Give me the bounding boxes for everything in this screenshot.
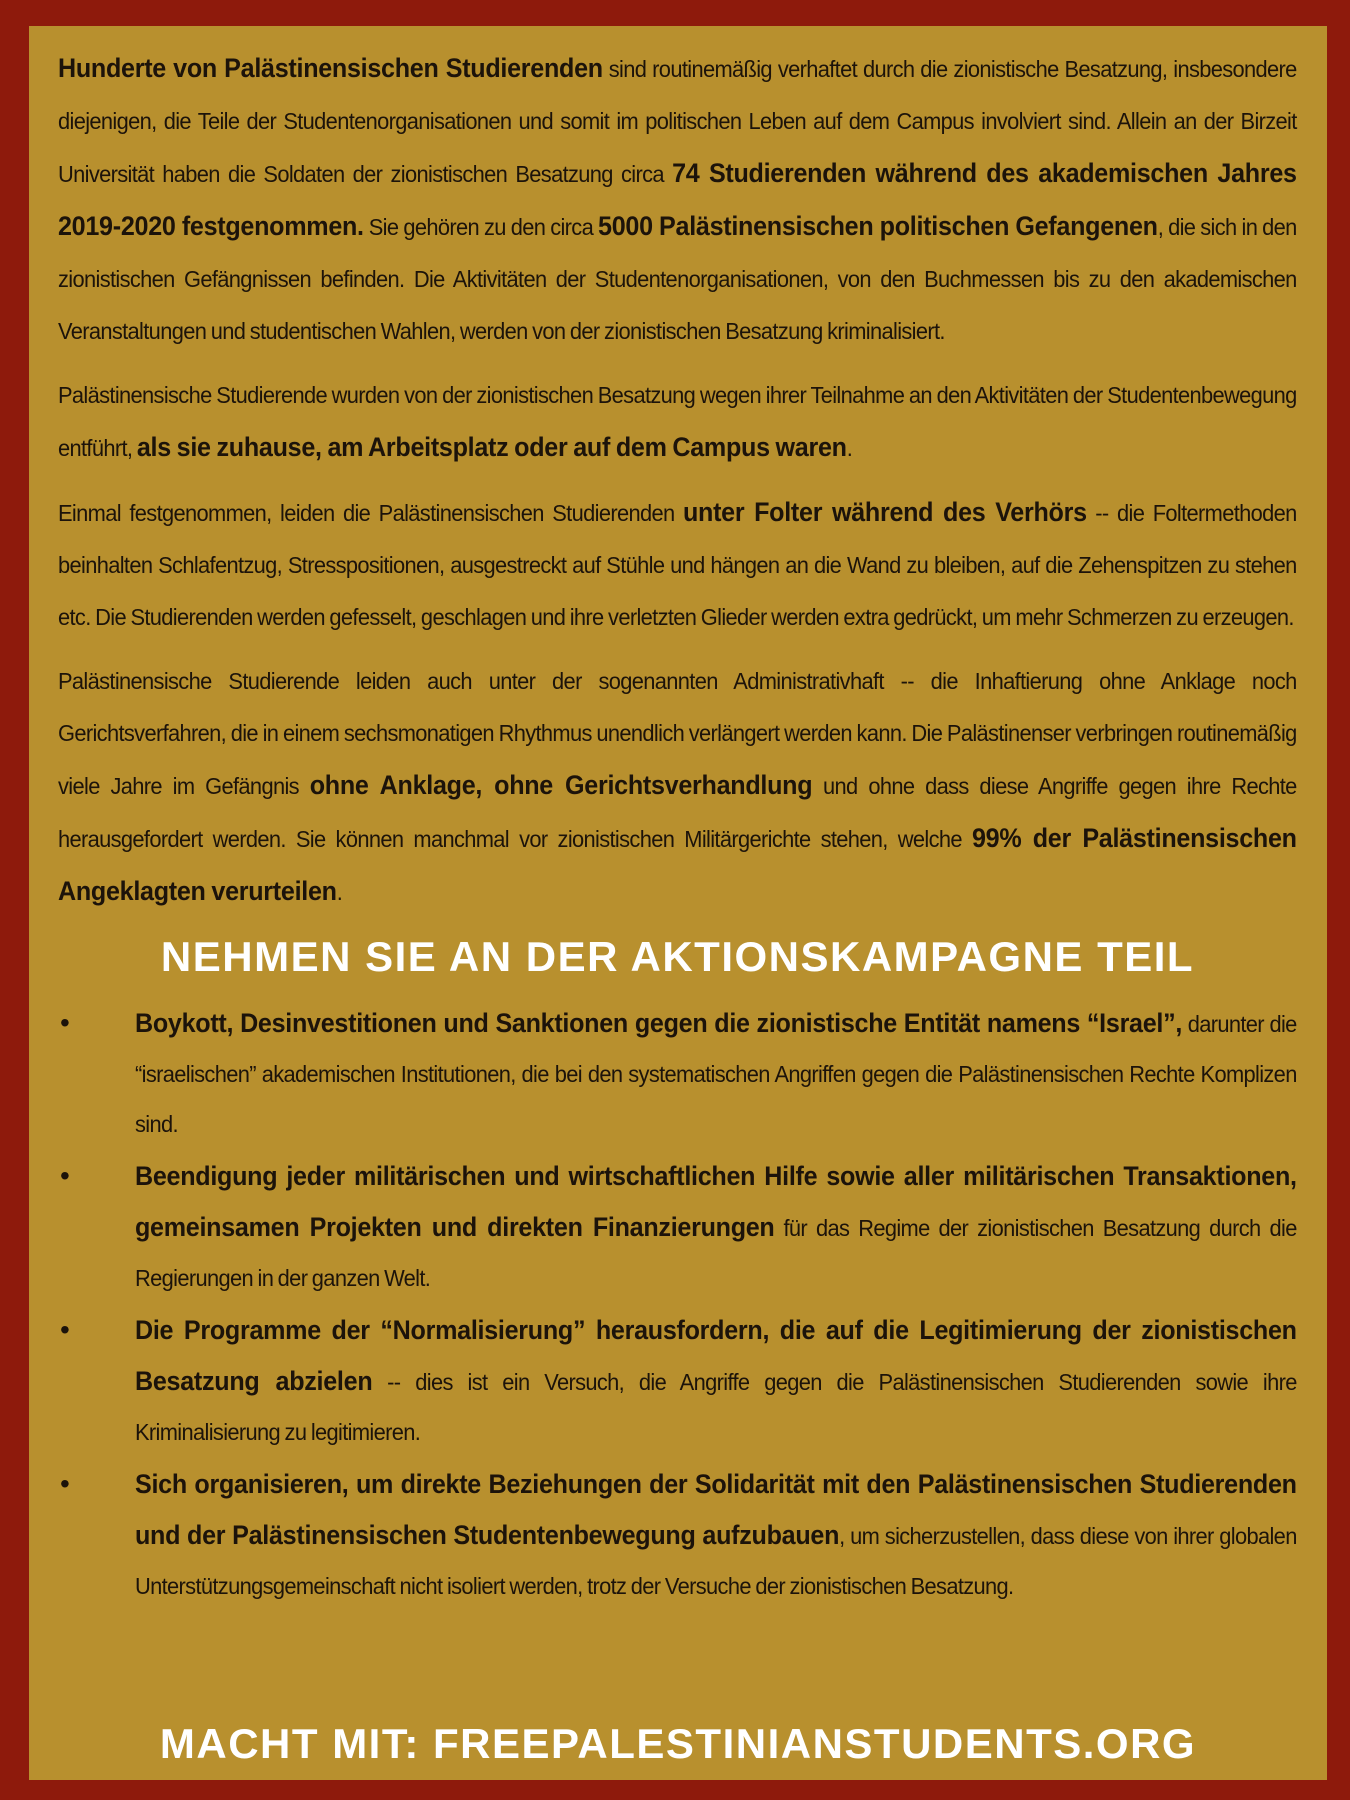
emphasis: Sich organisieren, um direkte Beziehungen der Solidarität mit den Palästinensischen Studierenden und der Palästinensischen Studentenbewegung aufzubauen: [135, 1469, 1297, 1550]
emphasis: als sie zuhause, am Arbeitsplatz oder auf dem Campus waren: [136, 432, 847, 462]
bullet-icon: •: [60, 1314, 70, 1345]
text-run: .: [336, 879, 343, 905]
action-text: [135, 1151, 1297, 1303]
action-item-bds: [58, 998, 1297, 1149]
text-run: Sie gehören zu den circa: [363, 214, 599, 240]
action-item-end-aid: [58, 1151, 1297, 1303]
text-run: , um sicherzustellen, dass diese von ihrer globalen Unterstützungsgemeinschaft nicht isoliert werden, trotz der Versuche der zionistischen Besatzung.: [135, 1523, 1297, 1599]
text-run: Palästinensische Studierende leiden auch unter der sogenannten Administrativhaft -- die Inhaftierung ohne Anklage noch Gerichtsverfahren, die in einem sechsmonatigen Rhythmus unendlich verlängert werden kann. Die Palästinenser verbringen routinemäßig viele Jahre im Gefängnis: [58, 668, 1297, 799]
text-run: sind routinemäßig verhaftet durch die zionistische Besatzung, insbesondere diejenigen, die Teile der Studentenorganisationen und somit im politischen Leben auf dem Campus involviert sind. Allein an der Birzeit Universität haben die Soldaten der zionistischen Besatzung circa: [58, 56, 1297, 187]
emphasis: Die Programme der “Normalisierung” herausfordern, die auf die Legitimierung der zionistischen Besatzung abzielen: [135, 1315, 1297, 1396]
action-text: [135, 998, 1297, 1149]
flyer-panel: [29, 26, 1327, 1780]
text-run: -- die Foltermethoden beinhalten Schlafentzug, Stresspositionen, ausgestreckt auf Stühle und hängen an die Wand zu bleiben, auf die Zehenspitzen zu stehen etc. Die Studierenden werden gefesselt, geschlagen und ihre verletzten Glieder werden extra gedrückt, um mehr Schmerzen zu erzeugen.: [58, 500, 1297, 630]
footer-call-to-action: MACHT MIT: FREEPALESTINIANSTUDENTS.ORG: [159, 1720, 1197, 1767]
action-item-normalization: [58, 1305, 1297, 1457]
text-run: für das Regime der zionistischen Besatzung durch die Regierungen in der ganzen Welt.: [135, 1215, 1297, 1291]
emphasis: ohne Anklage, ohne Gerichtsverhandlung: [309, 770, 813, 800]
emphasis: Boykott, Desinvestitionen und Sanktionen gegen die zionistische Entität namens “Israel”,: [135, 1008, 1183, 1038]
paragraph-abductions: [58, 369, 1297, 474]
emphasis: 99% der Palästinensischen Angeklagten verurteilen: [58, 823, 1297, 906]
bullet-icon: •: [60, 1468, 70, 1499]
bullet-icon: •: [60, 1007, 70, 1038]
paragraph-arrests: [58, 42, 1297, 357]
text-run: Palästinensische Studierende wurden von der zionistischen Besatzung wegen ihrer Teilnahme an den Aktivitäten der Studentenbewegung entführt,: [58, 382, 1297, 461]
action-text: [135, 1459, 1297, 1611]
action-text: [135, 1305, 1297, 1457]
action-item-organize: [58, 1459, 1297, 1611]
text-run: , die sich in den zionistischen Gefängnissen befinden. Die Aktivitäten der Studentenorganisationen, von den Buchmessen bis zu den akademischen Veranstaltungen und studentischen Wahlen, werden von der zionistischen Besatzung kriminalisiert.: [58, 214, 1297, 344]
text-run: und ohne dass diese Angriffe gegen ihre Rechte herausgefordert werden. Sie können manchmal vor zionistischen Militärgerichte stehen, welche: [58, 773, 1297, 852]
emphasis: Hunderte von Palästinensischen Studierenden: [58, 53, 603, 83]
emphasis: 5000 Palästinensischen politischen Gefangenen: [598, 211, 1158, 241]
text-run: Einmal festgenommen, leiden die Palästinensischen Studierenden: [58, 500, 683, 526]
bullet-icon: •: [60, 1160, 70, 1191]
text-run: .: [846, 435, 853, 461]
paragraph-torture: [58, 486, 1297, 643]
emphasis: Beendigung jeder militärischen und wirtschaftlichen Hilfe sowie aller militärischen Transaktionen, gemeinsamen Projekten und direkten Finanzierungen: [135, 1161, 1297, 1242]
emphasis: unter Folter während des Verhörs: [682, 497, 1087, 527]
text-run: darunter die “israelischen” akademischen Institutionen, die bei den systematischen Angriffen gegen die Palästinensischen Rechte Komplizen sind.: [135, 1011, 1297, 1137]
emphasis: 74 Studierenden während des akademischen Jahres 2019-2020 festgenommen.: [58, 158, 1297, 241]
campaign-headline: NEHMEN SIE AN DER AKTIONSKAMPAGNE TEIL: [160, 933, 1195, 980]
action-list: [58, 998, 1297, 1611]
text-run: -- dies ist ein Versuch, die Angriffe gegen die Palästinensischen Studierenden sowie ihre Kriminalisierung zu legitimieren.: [135, 1369, 1297, 1445]
paragraph-detention: [58, 655, 1297, 918]
